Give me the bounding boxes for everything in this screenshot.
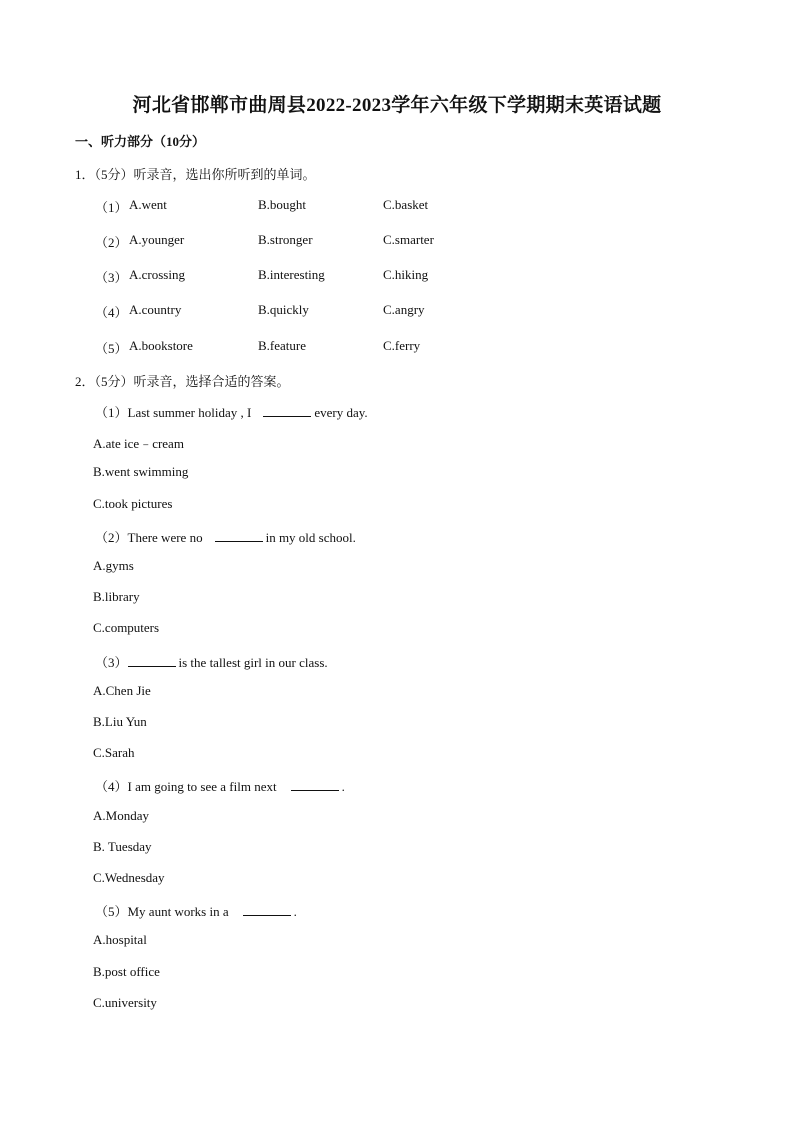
option-a: A.crossing <box>129 267 185 282</box>
option-b: B.quickly <box>258 302 309 317</box>
q2-item-5 <box>95 901 297 920</box>
q2-4-option-c: C.Wednesday <box>93 870 165 885</box>
item-text-before: （3） <box>95 655 128 670</box>
option-b: B.stronger <box>258 232 313 247</box>
option-a: A.went <box>129 197 167 212</box>
answer-blank <box>128 655 176 667</box>
q2-2-option-b: B.library <box>93 589 140 604</box>
item-number: （3） <box>95 270 128 285</box>
item-text-before: （1）Last summer holiday , I <box>95 405 252 420</box>
q2-1-option-a: A.ate ice﹣cream <box>93 436 184 451</box>
q2-item-2 <box>95 527 356 546</box>
option-c: C.smarter <box>383 232 434 247</box>
item-number: （2） <box>95 235 128 250</box>
option-a: A.younger <box>129 232 185 247</box>
q2-5-option-b: B.post office <box>93 964 160 979</box>
option-b: B.interesting <box>258 267 325 282</box>
item-text-before: （5）My aunt works in a <box>95 904 229 919</box>
item-text-after: in my old school. <box>265 530 356 545</box>
option-c: C.basket <box>383 197 429 212</box>
q2-1-option-c: C.took pictures <box>93 496 173 511</box>
q2-5-option-a: A.hospital <box>93 932 147 947</box>
option-a: A.country <box>129 302 182 317</box>
question-1-stem: 1．（5分）听录音，选出你所听到的单词。 <box>75 167 316 182</box>
option-c: C.ferry <box>383 338 421 353</box>
q2-3-option-a: A.Chen Jie <box>93 683 151 698</box>
q2-1-option-b: B.went swimming <box>93 464 189 479</box>
answer-blank <box>215 530 263 542</box>
option-a: A.bookstore <box>129 338 193 353</box>
answer-blank <box>263 405 311 417</box>
item-number: （4） <box>95 305 128 320</box>
q2-2-option-c: C.computers <box>93 620 160 635</box>
item-text-after: . <box>341 779 345 794</box>
item-number: （1） <box>95 200 128 215</box>
section-heading-listening: 一、听力部分（10分） <box>75 134 206 149</box>
q2-item-4 <box>95 776 345 795</box>
item-text-before: （4）I am going to see a film next <box>95 779 277 794</box>
q2-3-option-b: B.Liu Yun <box>93 714 147 729</box>
q2-5-option-c: C.university <box>93 995 157 1010</box>
q2-4-option-a: A.Monday <box>93 808 149 823</box>
option-b: B.feature <box>258 338 307 353</box>
q2-4-option-b: B. Tuesday <box>93 839 152 854</box>
page-title: 河北省邯郸市曲周县2022-2023学年六年级下学期期末英语试题 <box>132 95 662 116</box>
q2-item-1 <box>95 402 368 421</box>
item-text-after: . <box>293 904 297 919</box>
option-c: C.angry <box>383 302 425 317</box>
q2-item-3 <box>95 652 328 671</box>
item-number: （5） <box>95 341 128 356</box>
answer-blank <box>291 779 339 791</box>
q2-2-option-a: A.gyms <box>93 558 134 573</box>
item-text-before: （2）There were no <box>95 530 203 545</box>
question-2-stem: 2．（5分）听录音，选择合适的答案。 <box>75 374 290 389</box>
q2-3-option-c: C.Sarah <box>93 745 135 760</box>
option-c: C.hiking <box>383 267 429 282</box>
answer-blank <box>243 904 291 916</box>
item-text-after: is the tallest girl in our class. <box>178 655 328 670</box>
item-text-after: every day. <box>314 405 368 420</box>
option-b: B.bought <box>258 197 307 212</box>
